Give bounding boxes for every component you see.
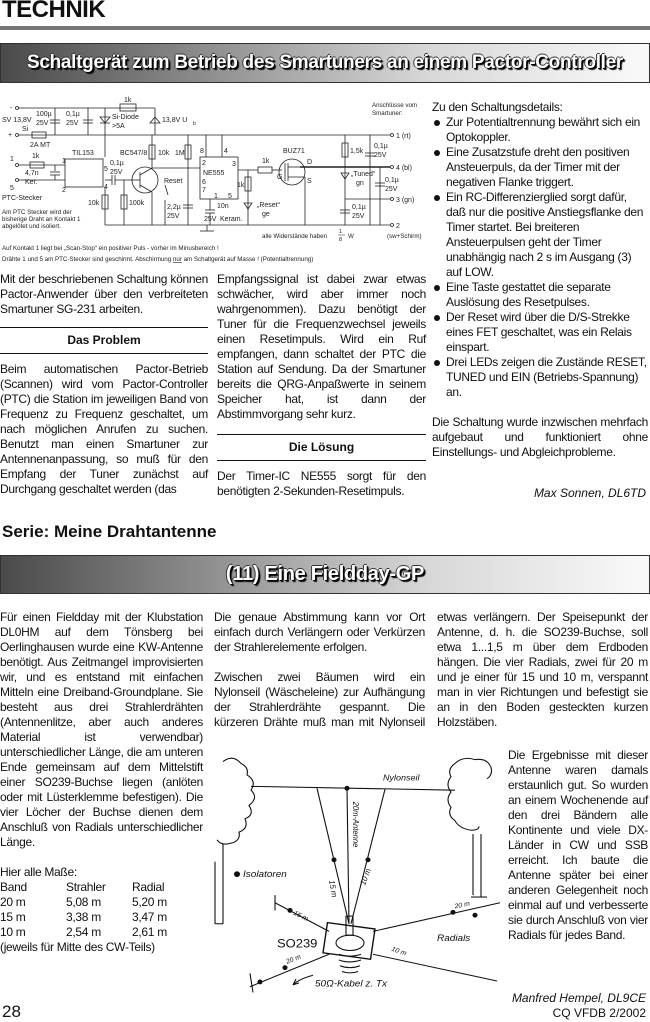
label: 0,1µ — [110, 160, 124, 167]
label: 25V — [204, 216, 217, 223]
cell: 15 m — [0, 910, 26, 924]
series-title: Serie: Meine Drahtantenne — [2, 522, 217, 541]
label: 1 — [62, 158, 66, 165]
details-intro: Zu den Schaltungsdetails: — [432, 100, 563, 114]
label: Smartuner: — [372, 110, 403, 117]
list-item: Der Reset wird über die D/S-Strekke eines FET geschaltet, was ein Relais einspart. — [446, 310, 648, 355]
label: 5 — [10, 185, 14, 192]
label: 1 — [10, 156, 14, 163]
label-so239: SO239 — [277, 936, 318, 951]
label: 1 (rt) — [396, 133, 411, 140]
label: Reset — [164, 178, 183, 185]
label: b — [193, 121, 196, 127]
list-item: Eine Taste gestattet die separate Auslösung des Resetpulses. — [446, 280, 648, 310]
label: 1k — [32, 153, 40, 160]
label: 8 — [200, 148, 204, 155]
label: + — [8, 132, 13, 139]
intro-paragraph: Mit der beschriebenen Schaltung können Pactor-Anwender über den verbreiteten Smartuner SG-231 arbeiten. — [0, 272, 208, 316]
nylon-rope — [251, 786, 455, 790]
label: 100µ — [36, 111, 52, 118]
label: PTC-Stecker — [2, 195, 43, 202]
article1-column-1 — [0, 272, 208, 497]
measures-table — [0, 880, 167, 940]
label-radials: Radials — [437, 933, 471, 944]
label: >5A — [112, 123, 125, 130]
label: Am PTC Stecker wird der — [2, 209, 72, 216]
table-row — [0, 895, 167, 910]
label: BUZ71 — [283, 148, 305, 155]
label: 7 — [202, 187, 206, 194]
label: (sw+Schirm) — [387, 233, 422, 240]
label: 4 (bl) — [396, 165, 412, 172]
magazine-issue: CQ VFDB 2/2002 — [552, 1006, 646, 1020]
measures-note: (jeweils für Mitte des CW-Teils) — [0, 940, 155, 954]
paragraph: Die genaue Abstimmung kann vor Ort einfach durch Verlängern oder Verkürzen der Strahlerelemente erfolgen. — [214, 610, 425, 654]
label: Keram. — [220, 216, 243, 223]
label: 8 — [339, 237, 343, 243]
label: 13,8V U — [162, 117, 188, 124]
header-rule — [0, 26, 650, 30]
label: gn — [356, 180, 364, 187]
label: 25V — [167, 213, 180, 220]
label: 4 — [224, 148, 228, 155]
label: 100k — [129, 200, 145, 207]
label: 0,1µ — [374, 143, 388, 150]
conclusion-paragraph: Die Schaltung wurde inzwischen mehrfach aufgebaut und funktioniert ohne Einstellungs- und Abgleichprobleme. — [432, 415, 648, 459]
label: Si-Diode — [112, 114, 139, 121]
label: SV 13,8V — [2, 117, 32, 124]
label: 0,1µ — [352, 204, 366, 211]
label: 1 — [214, 193, 218, 200]
label: 6 — [202, 179, 206, 186]
label-radial-20m-b: 20 m — [453, 900, 471, 911]
circuit-schematic — [0, 95, 425, 267]
label-15m-antenna: 15 m — [326, 879, 340, 898]
label-cable: 50Ω-Kabel z. Tx — [315, 978, 388, 990]
list-item: Drei LEDs zeigen die Zustände RESET, TUNED und EIN (Betriebs-Spannung) an. — [446, 355, 647, 399]
column-header: Radial — [132, 880, 165, 894]
label: 2A MT — [30, 142, 51, 149]
label: Ker. — [25, 179, 38, 186]
cell: 5,08 m — [66, 895, 101, 909]
label-nylon: Nylonseil — [383, 772, 420, 783]
label-radial-15m: 15 m — [292, 909, 310, 923]
label: 10k — [88, 200, 100, 207]
label: ge — [262, 211, 270, 218]
article2-author: Manfred Hempel, DL9CE — [511, 991, 646, 1005]
table-header-row — [0, 880, 167, 895]
label-radial-10m: 10 m — [390, 945, 408, 958]
label: 25V — [110, 169, 123, 176]
details-list — [432, 115, 648, 400]
article1-author: Max Sonnen, DL6TD — [533, 486, 646, 500]
cell: 20 m — [0, 895, 26, 909]
cell: 2,54 m — [66, 925, 101, 939]
label: 25V — [66, 120, 79, 127]
right-tree — [455, 758, 492, 778]
label: 1k — [237, 182, 245, 189]
left-tree — [217, 758, 255, 844]
label: 3 — [232, 161, 236, 168]
problem-paragraph: Beim automatischen Pactor-Betrieb (Scannen) wird vom Pactor-Controller (PTC) die Station im jeweiligen Band von Frequenz zu Frequenz geschaltet, um nach möglichen Anrufen zu suchen. Benutzt man einen Smartuner zur Antennenanpassung, so muß für den Empfang der Tuner zunächst auf Durchgang geschaltet werden (das — [0, 362, 208, 496]
page-number: 28 — [2, 1002, 21, 1021]
label: 4,7n — [25, 170, 39, 177]
label: 1k — [262, 158, 270, 165]
cell: 3,38 m — [66, 910, 101, 924]
label: 5 — [104, 166, 108, 173]
table-row — [0, 925, 167, 940]
cell: 5,20 m — [132, 895, 167, 909]
label: 2 — [202, 160, 206, 167]
list-item: Eine Zusatzstufe dreht den positiven Ansteuerpuls, da der Timer mit der negativen Flanke triggert. — [446, 145, 648, 190]
label-20m-antenna: 20m-Antenne — [350, 801, 361, 848]
label: BC547/8 — [120, 150, 148, 157]
label: abgelötet und isoliert. — [2, 223, 61, 230]
label: Auf Kontakt 1 liegt bei „Scan-Stop“ ein positiver Puls - vorher im Minusbereich ! — [2, 245, 219, 252]
label: 1M — [175, 150, 185, 157]
cell: 2,61 m — [132, 925, 167, 939]
label: W — [348, 233, 354, 240]
label: 1 — [339, 229, 343, 235]
label: 1,5k — [350, 148, 364, 155]
label: G — [277, 174, 283, 181]
solution-paragraph: Der Timer-IC NE555 sorgt für den benötigten 2-Sekunden-Resetimpuls. — [217, 469, 426, 498]
label: - — [10, 105, 13, 112]
article2-columns-2-3 — [214, 610, 648, 730]
label: Drähte 1 und 5 am PTC-Stecker sind geschirmt. Abschirmung nur am Schaltgerät auf Masse ! (Potentialtrennung) — [2, 256, 314, 263]
label: bisherige Draht an Kontakt 1 — [2, 216, 81, 223]
article2-results — [508, 748, 648, 943]
so239-socket — [323, 923, 375, 960]
article1-title: Schaltgerät zum Betrieb des Smartuners an einem Pactor-Controller — [0, 43, 650, 83]
article1-column-2 — [217, 272, 426, 499]
label-insulators: Isolatoren — [243, 869, 287, 880]
antenna-sketch — [205, 752, 505, 1002]
article2-title: (11) Eine Fieldday-GP — [0, 555, 650, 594]
label: 10k — [158, 150, 170, 157]
label: alle Widerstände haben — [262, 233, 328, 240]
label: Anschlüsse vom — [372, 102, 418, 109]
label: 1k — [124, 97, 132, 104]
label: 3 (gn) — [396, 197, 415, 204]
label: 0,1µ — [66, 111, 80, 118]
label: 2 — [62, 187, 66, 194]
label: 2,2µ — [167, 204, 181, 211]
label: 2 — [396, 223, 400, 230]
column-header: Strahler — [66, 880, 106, 894]
label-radial-20m: 20 m — [285, 953, 303, 966]
label: Si — [22, 126, 29, 133]
label: NE555 — [203, 170, 225, 177]
label: 25V — [352, 213, 365, 220]
table-row — [0, 910, 167, 925]
heading-problem: Das Problem — [0, 327, 208, 354]
label: 0,1µ — [385, 177, 399, 184]
label: TIL153 — [72, 150, 94, 157]
label: 25V — [385, 186, 398, 193]
heading-solution: Die Lösung — [217, 434, 426, 461]
label: 25V — [374, 152, 387, 159]
measures-title: Hier alle Maße: — [0, 865, 77, 879]
label: D — [307, 159, 313, 166]
paragraph: Für einen Fieldday mit der Klubstation DL0HM auf dem Tönsberg bei Oerlinghausen wurde eine KW-Antenne benötigt. Aus Zeitmangel improvisierten wir, und es entstand mit einfachen Mitteln eine Dreiband-Groundplane. Sie besteht aus drei Strahlerdrähten (Antennenlitze, aber auch anderes Material ist verwendbar) unterschiedlicher Länge, die am unteren Ende gemeinsam auf dem Mittelstift einer SO239-Buchse liegen (anlöten oder mit Lüsterklemme befestigen). Die vier Löcher der Buchse dienen dem Anschluß von Radials unterschiedlicher Länge. — [0, 610, 203, 849]
list-item: Ein RC-Differenzierglied sorgt dafür, daß nur die positive Anstiegsflanke den Timer startet. Bei breiteren Ansteuerpulsen geht der Timer unabhängig nach 2 s im Ausgang (3) auf LOW. — [446, 190, 648, 280]
paragraph: Die Ergebnisse mit dieser Antenne waren damals erstaunlich gut. So wurden an einem Wochenende auf den drei Bändern alle Kontinente und viele DX-Länder in CW und SSB erreicht. Ich baute die Antenne später bei einer anderen Gelegenheit noch einmal auf und verbesserte sie durch Anschluß von vier Radials für jedes Band. — [508, 748, 648, 942]
article2-column-1 — [0, 610, 203, 955]
cell: 3,47 m — [132, 910, 167, 924]
column-header: Band — [0, 880, 27, 894]
label: 5 — [228, 193, 232, 200]
label: 10n — [217, 203, 229, 210]
article1-column-3 — [432, 100, 648, 460]
label: 25V — [36, 120, 49, 127]
label: S — [307, 178, 312, 185]
list-item: Zur Potentialtrennung bewährt sich ein Optokoppler. — [446, 115, 648, 145]
label: 4 — [104, 184, 108, 191]
label: „Reset“ — [257, 202, 280, 209]
col2-paragraph: Empfangssignal ist dabei zwar etwas schwächer, wird aber immer noch wahrgenommen). Dazu benötigt der Tuner für die Frequenzwechsel jeweils einen Resetimpuls. Wird ein Ruf empfangen, dann schaltet der PTC die Station auf Sendung. Da der Smartuner bereits die QRG-Anpaßwerte in seinem Speicher hat, ist dann der Abstimmvorgang sehr kurz. — [217, 272, 426, 421]
section-title: TECHNIK — [2, 0, 106, 23]
paragraph: Zwischen zwei Bäumen wird ein Nylonseil (Wäscheleine) zur Aufhängung der Strahlerdrähte gespannt. Die kürzeren Drähte muß man mit Nylonseil etwas verlängern. Der Speisepunkt der Antenne, d. h. die SO239-Buchse, soll etwa 1...1,5 m über dem Erdboden hängen. Die vier Radials, zwei für 20 m und je einer für 15 und 10 m, verspannt man in vier Richtungen und befestigt sie an in den Boden gesteckten kurzen Holzstäben. — [214, 610, 648, 729]
cell: 10 m — [0, 925, 26, 939]
label: „Tuned“ — [351, 171, 376, 178]
label-10m-antenna: 10 m — [358, 867, 373, 887]
